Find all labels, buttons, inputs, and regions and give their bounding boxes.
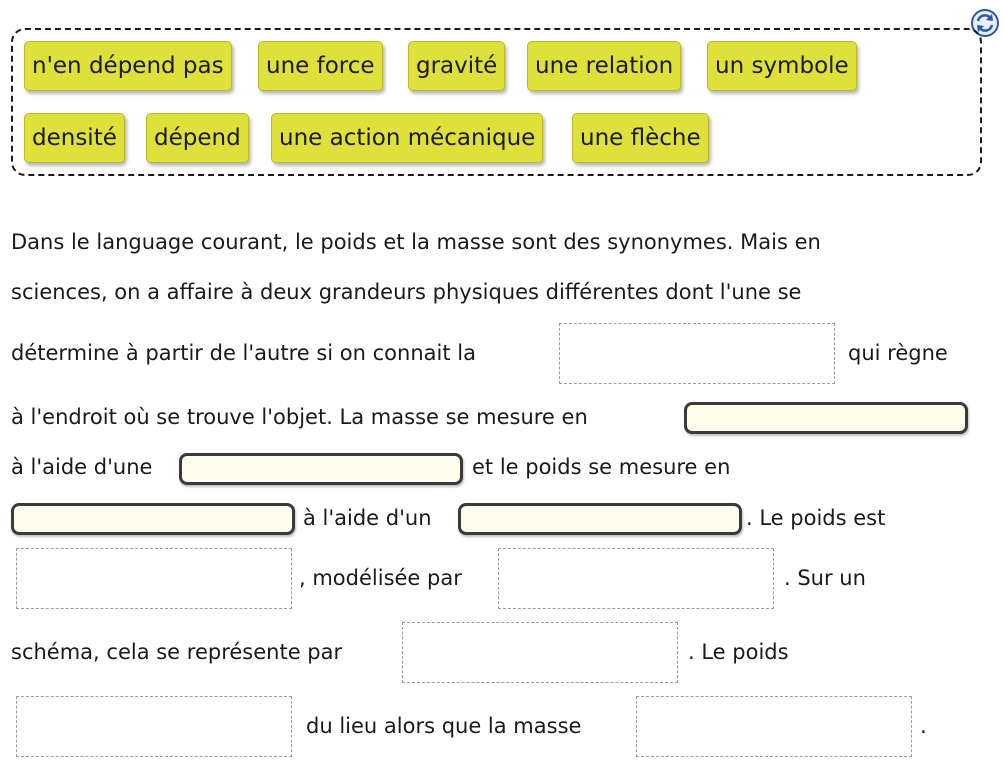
text-line-4a: à l'endroit où se trouve l'objet. La masse se mesure en [11, 405, 588, 429]
text-line-7b: . Sur un [784, 566, 866, 590]
drop-zone-4[interactable] [402, 622, 678, 683]
text-line-7a: , modélisée par [299, 566, 462, 590]
text-line-1: Dans le language courant, le poids et la masse sont des synonymes. Mais en [11, 230, 821, 254]
answer-field-4[interactable] [458, 503, 742, 535]
text-line-6a: à l'aide d'un [303, 506, 432, 530]
text-line-5b: et le poids se mesure en [472, 455, 731, 479]
drop-zone-1[interactable] [559, 323, 835, 384]
text-line-2: sciences, on a affaire à deux grandeurs physiques différentes dont l'une se [11, 280, 802, 304]
text-line-3b: qui règne [848, 341, 948, 365]
chip-une-action-mecanique[interactable]: une action mécanique [271, 113, 543, 163]
word-bank [11, 28, 982, 176]
chip-une-force[interactable]: une force [258, 41, 383, 91]
text-line-3a: détermine à partir de l'autre si on connait la [11, 341, 476, 365]
text-line-9b: . [920, 714, 927, 738]
drop-zone-2[interactable] [16, 548, 292, 609]
chip-une-relation[interactable]: une relation [527, 41, 681, 91]
chip-densite[interactable]: densité [24, 113, 125, 163]
chip-gravite[interactable]: gravité [408, 41, 505, 91]
drop-zone-6[interactable] [636, 696, 912, 757]
text-line-5a: à l'aide d'une [11, 455, 153, 479]
drop-zone-5[interactable] [16, 696, 292, 757]
answer-field-3[interactable] [11, 503, 295, 535]
chip-un-symbole[interactable]: un symbole [707, 41, 857, 91]
text-line-8a: schéma, cela se représente par [11, 640, 343, 664]
answer-field-1[interactable] [684, 402, 968, 434]
text-line-6b: . Le poids est [746, 506, 886, 530]
text-line-9a: du lieu alors que la masse [306, 714, 582, 738]
chip-n-en-depend-pas[interactable]: n'en dépend pas [24, 41, 232, 91]
chip-une-fleche[interactable]: une flèche [572, 113, 709, 163]
answer-field-2[interactable] [179, 453, 463, 485]
text-line-8b: . Le poids [688, 640, 789, 664]
chip-depend[interactable]: dépend [146, 113, 249, 163]
drop-zone-3[interactable] [498, 548, 774, 609]
